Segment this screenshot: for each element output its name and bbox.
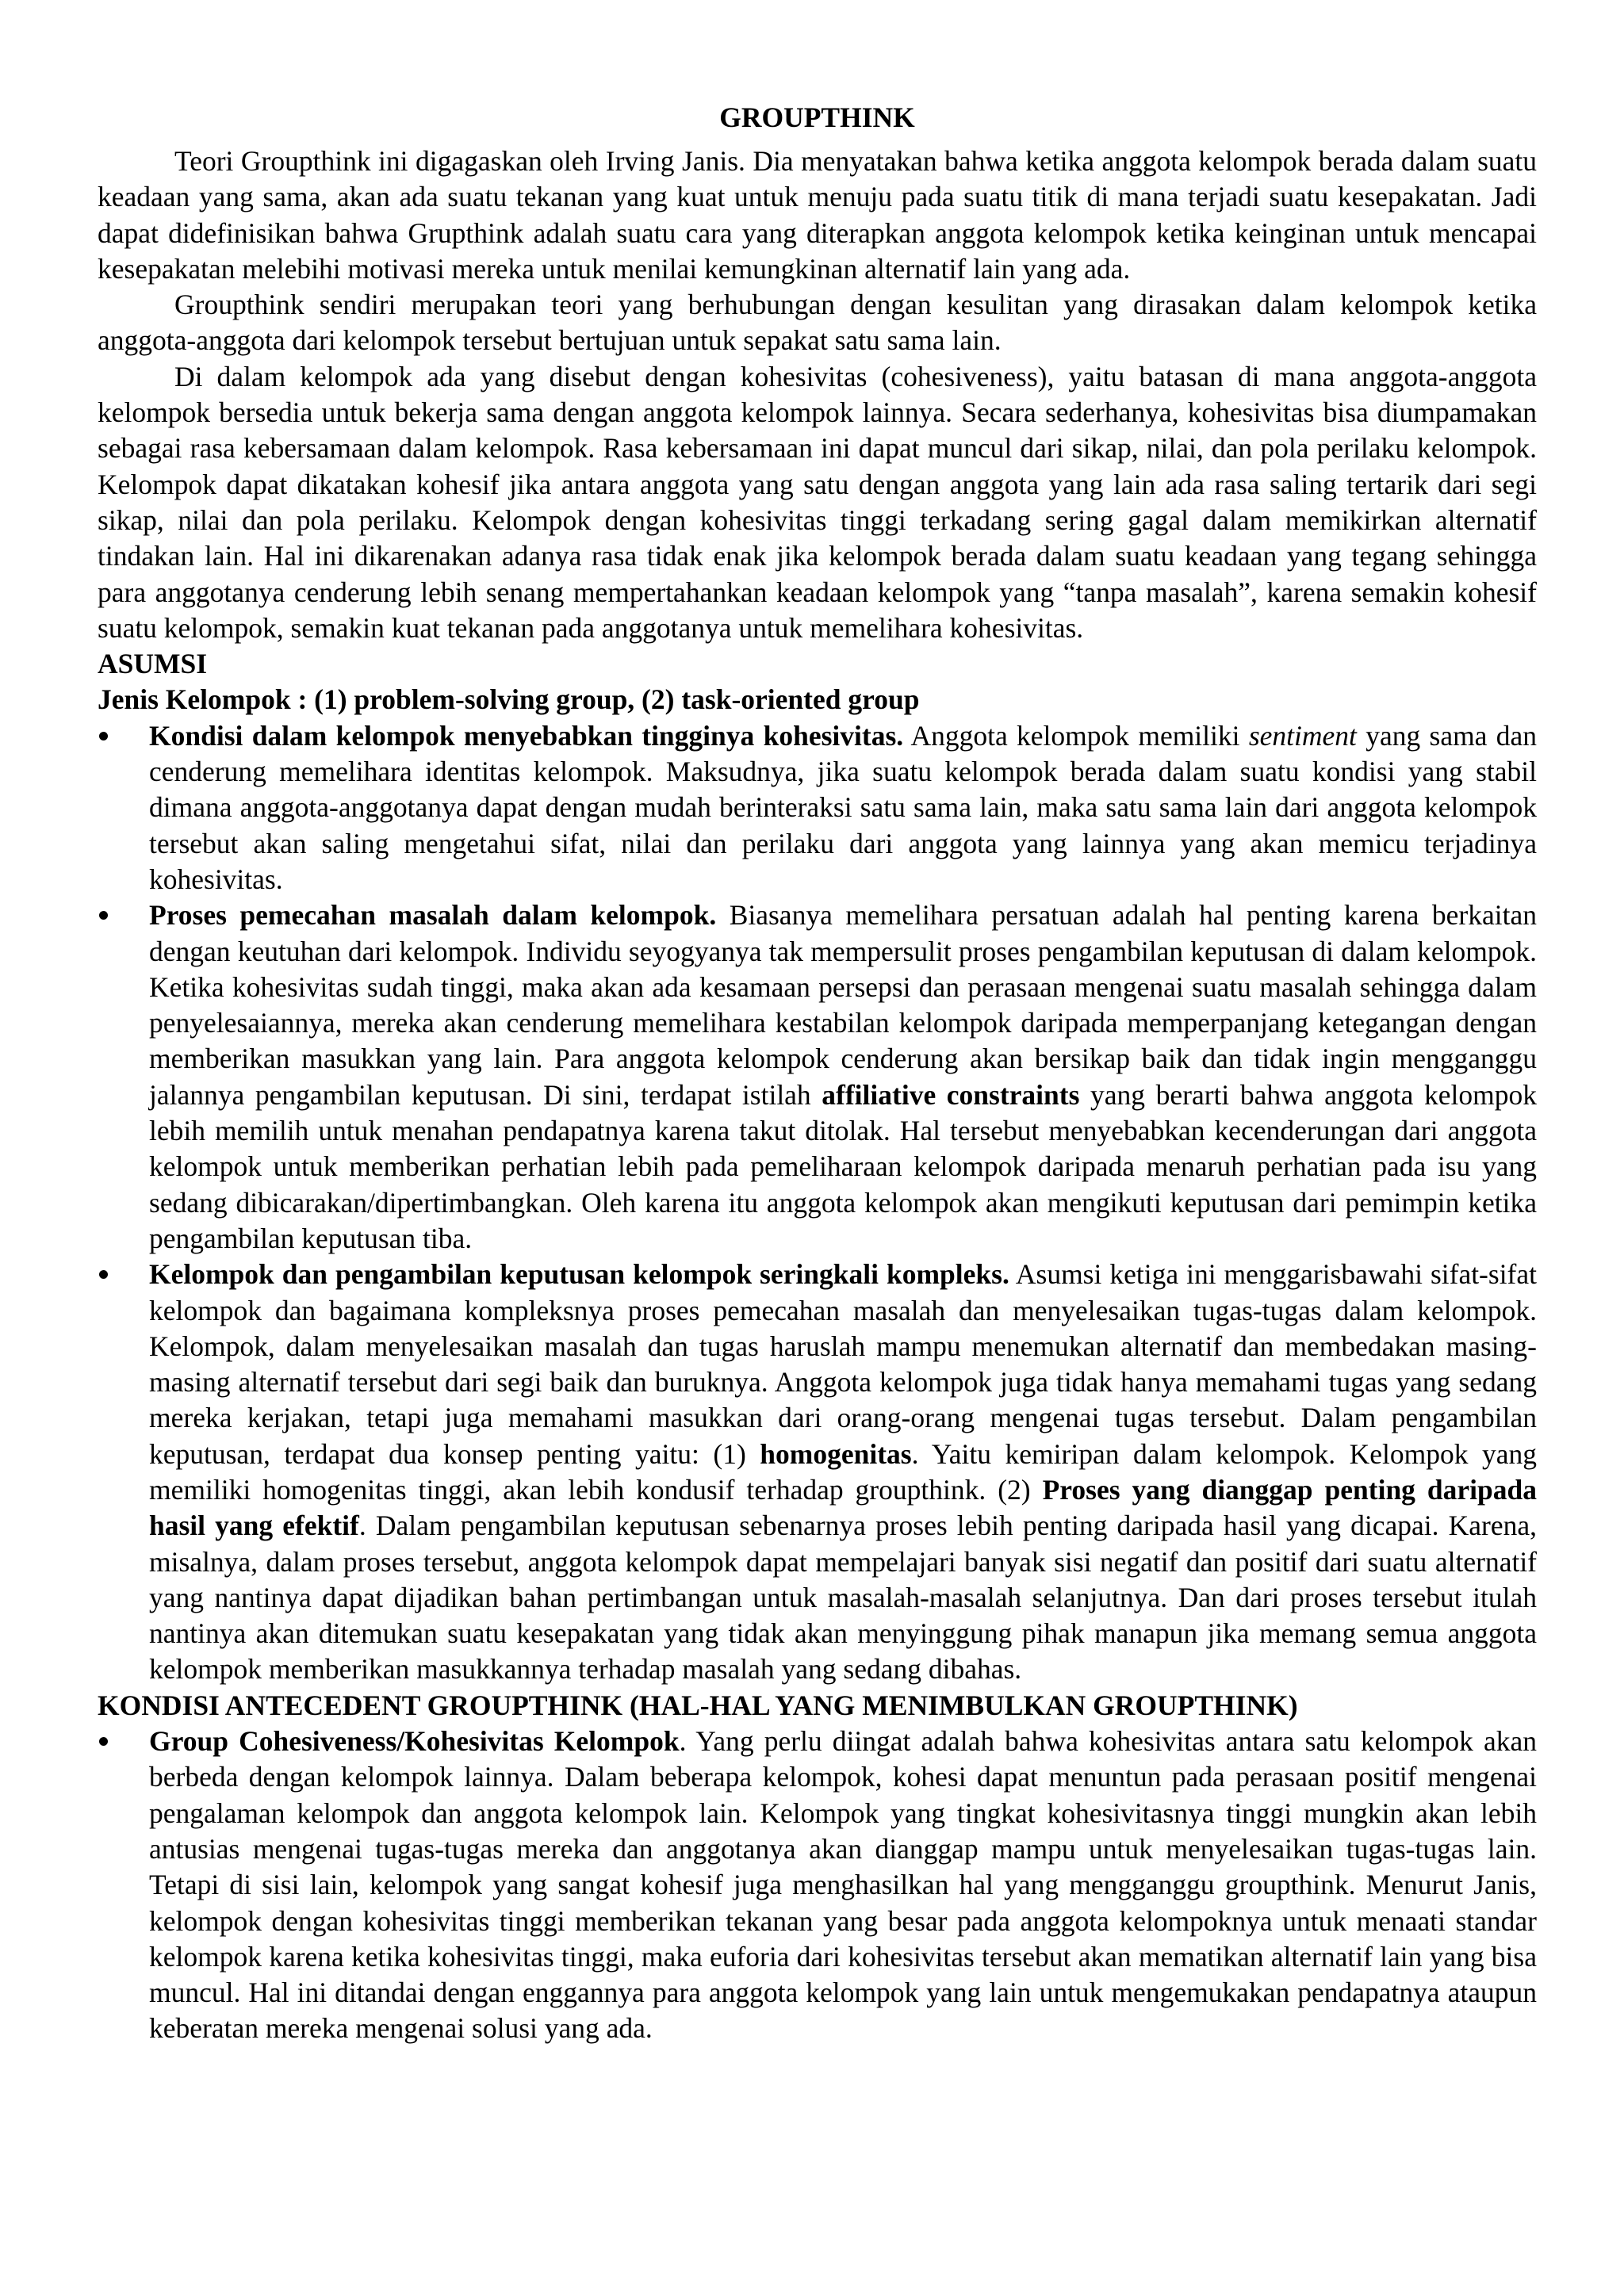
asumsi-heading: ASUMSI (98, 648, 208, 680)
intro-paragraph-1: Teori Groupthink ini digagaskan oleh Irving Janis. Dia menyatakan bahwa ketika anggota kelompok berada dalam suatu keadaan yang sama, akan ada suatu tekanan yang kuat untuk menuju pada suatu titik di mana terjadi suatu kesepakatan. Jadi dapat didefinisikan bahwa Grupthink adalah suatu cara yang diterapkan anggota kelompok ketika keinginan untuk mencapai kesepakatan melebihi motivasi mereka untuk menilai kemungkinan alternatif lain yang ada. (98, 145, 1537, 285)
bullet-icon (99, 911, 108, 920)
item-text: yang sama dan cenderung memelihara identitas kelompok. Maksudnya, jika suatu kelompok berada dalam suatu kondisi yang stabil dimana anggota-anggotanya dapat dengan mudah berinteraksi satu sama lain, maka satu sama lain dari anggota kelompok tersebut akan saling mengetahui sifat, nilai dan perilaku dari anggota yang lainnya yang akan memicu terjadinya kohesivitas. (149, 719, 1538, 895)
intro-paragraph-3: Di dalam kelompok ada yang disebut dengan kohesivitas (cohesiveness), yaitu batasan di mana anggota-anggota kelompok bersedia untuk bekerja sama dengan anggota kelompok lainnya. Secara sederhanya, kohesivitas bisa diumpamakan sebagai rasa kebersamaan dalam kelompok. Rasa kebersamaan ini dapat muncul dari sikap, nilai, dan pola perilaku kelompok. Kelompok dapat dikatakan kohesif jika antara anggota yang satu dengan anggota yang lain ada rasa saling tertarik dari segi sikap, nilai dan pola perilaku. Kelompok dengan kohesivitas tinggi terkadang sering gagal dalam memikirkan alternatif tindakan lain. Hal ini dikarenakan adanya rasa tidak enak jika kelompok berada dalam suatu keadaan yang tegang sehingga para anggotanya cenderung lebih senang mempertahankan keadaan kelompok yang “tanpa masalah”, karena semakin kohesif suatu kelompok, semakin kuat tekanan pada anggotanya untuk memelihara kohesivitas. (98, 360, 1537, 644)
item-text: Asumsi ketiga ini menggarisbawahi sifat-sifat kelompok dan bagaimana kompleksnya proses pemecahan masalah dan menyelesaikan tugas-tugas dalam kelompok. Kelompok, dalam menyelesaikan masalah dan tugas haruslah mampu menemukan alternatif dan membedakan masing-masing alternatif tersebut dari segi baik dan buruknya. Anggota kelompok juga tidak hanya memahami tugas yang sedang mereka kerjakan, tetapi juga memahami masukkan dari orang-orang mengenai tugas tersebut. Dalam pengambilan keputusan, terdapat dua konsep penting yaitu: (1) (149, 1258, 1538, 1470)
kondisi-list (98, 1724, 1537, 2047)
list-item (98, 1257, 1537, 1688)
list-item (98, 897, 1537, 1257)
bullet-icon (99, 1737, 108, 1746)
item-text: . Yang perlu diingat adalah bahwa kohesivitas antara satu kelompok akan berbeda dengan kelompok lainnya. Dalam beberapa kelompok, kohesi dapat menuntun pada perasaan positif mengenai pengalaman kelompok dan anggota kelompok lain. Kelompok yang tingkat kohesivitasnya tinggi mungkin akan lebih antusias mengenai tugas-tugas mereka dan anggotanya akan dianggap mampu untuk menyelesaikan tugas-tugas lain. Tetapi di sisi lain, kelompok yang sangat kohesif juga menghasilkan hal yang mengganggu groupthink. Menurut Janis, kelompok dengan kohesivitas tinggi memberikan tekanan yang besar pada anggota kelompoknya untuk menaati standar kelompok karena ketika kohesivitas tinggi, maka euforia dari kohesivitas tersebut akan mematikan alternatif lain yang bisa muncul. Hal ini ditandai dengan enggannya para anggota kelompok yang lain untuk mengemukakan pendapatnya ataupun keberatan mereka mengenai solusi yang ada. (149, 1725, 1537, 2045)
item-emphasis: sentiment (1248, 719, 1357, 752)
item-lead: Kondisi dalam kelompok menyebabkan tingginya kohesivitas. (149, 719, 904, 752)
intro-paragraph-2: Groupthink sendiri merupakan teori yang berhubungan dengan kesulitan yang dirasakan dalam kelompok ketika anggota-anggota dari kelompok tersebut bertujuan untuk sepakat satu sama lain. (98, 289, 1537, 357)
item-lead: Proses pemecahan masalah dalam kelompok. (149, 899, 717, 932)
item-lead: Kelompok dan pengambilan keputusan kelompok seringkali kompleks. (149, 1258, 1009, 1291)
list-item (98, 1724, 1537, 2047)
item-text: yang berarti bahwa anggota kelompok lebih memilih untuk menahan pendapatnya karena takut ditolak. Hal tersebut menyebabkan kecenderungan dari anggota kelompok untuk memberikan perhatian lebih pada pemeliharaan kelompok daripada menaruh perhatian pada isu yang sedang dibicarakan/dipertimbangkan. Oleh karena itu anggota kelompok akan mengikuti keputusan dari pemimpin ketika pengambilan keputusan tiba. (149, 1078, 1538, 1254)
kondisi-heading: KONDISI ANTECEDENT GROUPTHINK (HAL-HAL YANG MENIMBULKAN GROUPTHINK) (98, 1689, 1298, 1721)
document-page (98, 94, 1537, 2047)
bullet-icon (99, 1270, 108, 1279)
bullet-icon (99, 732, 108, 740)
item-term: homogenitas (760, 1437, 912, 1470)
item-text: Anggota kelompok memiliki (903, 719, 1249, 752)
asumsi-list (98, 718, 1537, 1688)
item-text: . Dalam pengambilan keputusan sebenarnya proses lebih penting daripada hasil yang dicapai. Karena, misalnya, dalam proses tersebut, anggota kelompok dapat mempelajari banyak sisi negatif dan positif dari suatu alternatif yang nantinya dapat dijadikan bahan pertimbangan untuk masalah-masalah selanjutnya. Dan dari proses tersebut itulah nantinya akan ditemukan suatu kesepakatan yang tidak akan menyinggung pihak manapun jika memang semua anggota kelompok memberikan masukkannya terhadap masalah yang sedang dibahas. (149, 1510, 1537, 1686)
document-title: GROUPTHINK (719, 101, 915, 133)
jenis-kelompok-heading: Jenis Kelompok : (1) problem-solving group, (2) task-oriented group (98, 683, 920, 716)
item-text: . Yaitu kemiripan dalam kelompok. Kelompok yang memiliki homogenitas tinggi, akan lebih kondusif terhadap groupthink. (2) (149, 1437, 1537, 1506)
item-lead: Group Cohesiveness/Kohesivitas Kelompok (149, 1725, 680, 1758)
item-term: Proses yang dianggap penting daripada hasil yang efektif (149, 1473, 1538, 1542)
item-text: Biasanya memelihara persatuan adalah hal penting karena berkaitan dengan keutuhan dari kelompok. Individu seyogyanya tak mempersulit proses pengambilan keputusan di dalam kelompok. Ketika kohesivitas sudah tinggi, maka akan ada kesamaan persepsi dan perasaan mengenai suatu masalah sehingga dalam penyelesaiannya, mereka akan cenderung memelihara kestabilan kelompok daripada memperpanjang ketegangan dengan memberikan masukkan yang lain. Para anggota kelompok cenderung akan bersikap baik dan tidak ingin mengganggu jalannya pengambilan keputusan. Di sini, terdapat istilah (149, 899, 1537, 1111)
list-item (98, 718, 1537, 897)
item-term: affiliative constraints (822, 1078, 1080, 1111)
